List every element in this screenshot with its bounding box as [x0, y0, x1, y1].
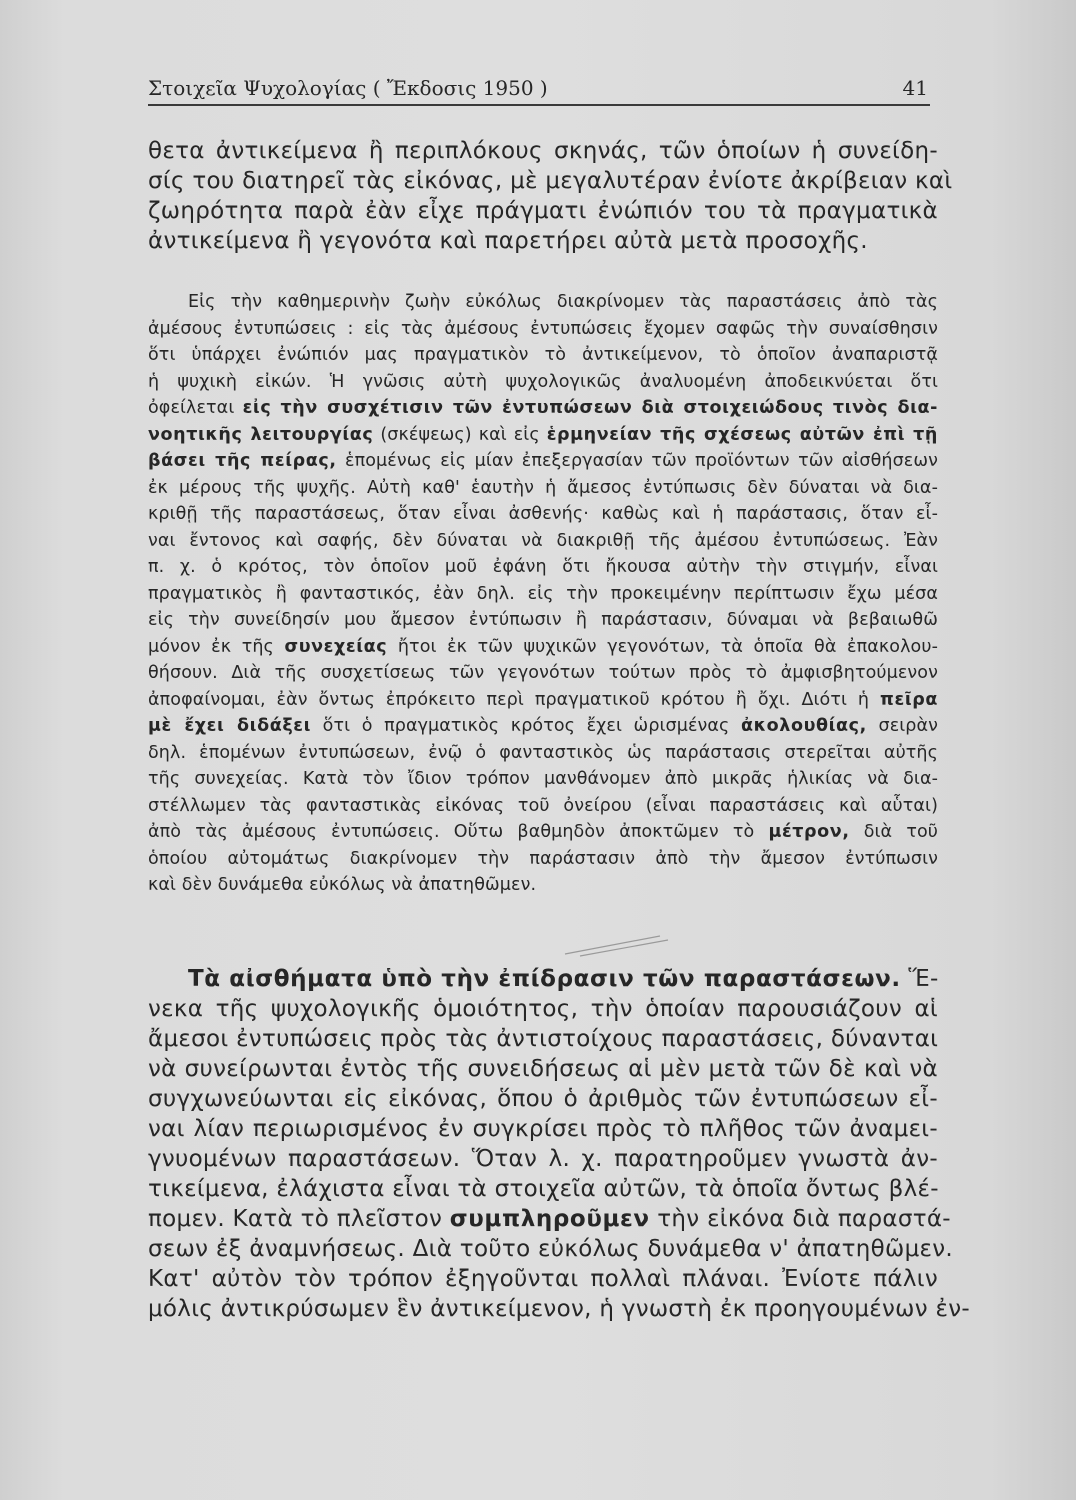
section-heading: Τὰ αἰσθήματα ὑπὸ τὴν ἐπίδρασιν τῶν παραστάσεων. — [188, 966, 901, 992]
paragraph-2 — [148, 289, 938, 899]
bold-text: ἑρμηνείαν τῆς σχέσεως αὐτῶν ἐπὶ τῇ — [546, 424, 938, 445]
text-line: Εἰς τὴν καθημερινὴν ζωὴν εὐκόλως διακρίνομεν τὰς παραστάσεις ἀπὸ τὰς — [188, 292, 938, 312]
text-line: θετα ἀντικείμενα ἢ περιπλόκους σκηνάς, τῶν ὁποίων ἡ συνείδη- — [148, 138, 938, 164]
text-line: Κατ' αὐτὸν τὸν τρόπον ἐξηγοῦνται πολλαὶ πλάναι. Ἐνίοτε πάλιν — [148, 1266, 938, 1292]
text-line — [148, 713, 938, 740]
text-line: ναι λίαν περιωρισμένος ἐν συγκρίσει πρὸς τὸ πλῆθος τῶν ἀναμει- — [148, 1116, 938, 1142]
text-line: ἡ ψυχικὴ εἰκών. Ἡ γνῶσις αὐτὴ ψυχολογικῶς ἀναλυομένη ἀποδεικνύεται ὅτι — [148, 371, 938, 392]
text-line: τῆς συνεχείας. Κατὰ τὸν ἴδιον τρόπον μανθάνομεν ἀπὸ μικρᾶς ἡλικίας νὰ δια- — [148, 769, 938, 789]
text-line: θήσουν. Διὰ τῆς συσχετίσεως τῶν γεγονότων τούτων πρὸς τὸ ἀμφισβητούμενον — [148, 663, 938, 683]
text-line — [148, 395, 938, 422]
plain-text: ὀφείλεται — [148, 398, 243, 418]
text-line: ὁποίου αὐτομάτως διακρίνομεν τὴν παράστασιν ἀπὸ τὴν ἄμεσον ἐντύπωσιν — [148, 848, 938, 869]
plain-text: ἀποφαίνομαι, ἐὰν ὄντως ἐπρόκειτο περὶ πραγματικοῦ κρότου ἢ ὄχι. Διότι ἡ — [148, 689, 881, 710]
text-line: πραγματικὸς ἢ φανταστικός, ἐὰν δηλ. εἰς τὴν προκειμένην περίπτωσιν ἔχω μέσα — [148, 583, 938, 604]
text-line: μόλις ἀντικρύσωμεν ἓν ἀντικείμενον, ἡ γνωστὴ ἐκ προηγουμένων ἐν- — [148, 1296, 970, 1322]
text-line: στέλλωμεν τὰς φανταστικὰς εἰκόνας τοῦ ὀνείρου (εἶναι παραστάσεις καὶ αὗται) — [148, 795, 938, 816]
text-line: ναι ἔντονος καὶ σαφής, δὲν δύναται νὰ διακριθῇ τῆς ἀμέσου ἐντυπώσεως. Ἐὰν — [148, 530, 938, 551]
text-line — [148, 1204, 951, 1234]
bold-text: εἰς τὴν συσχέτισιν τῶν ἐντυπώσεων διὰ στοιχειώδους τινὸς δια- — [242, 398, 938, 418]
running-header — [148, 74, 930, 106]
text-line: ἀντικείμενα ἢ γεγονότα καὶ παρετήρει αὐτὰ μετὰ προσοχῆς. — [148, 228, 868, 254]
bold-text: βάσει τῆς πείρας, — [148, 451, 337, 471]
bold-text: συνεχείας — [284, 636, 388, 657]
bold-text: πεῖρα — [880, 689, 938, 710]
text-line: νὰ συνείρωνται ἐντὸς τῆς συνειδήσεως αἱ μὲν μετὰ τῶν δὲ καὶ νὰ — [148, 1056, 938, 1082]
text-line: εἰς τὴν συνείδησίν μου ἄμεσον ἐντύπωσιν ἢ παράστασιν, δύναμαι νὰ βεβαιωθῶ — [148, 610, 938, 630]
page-number: 41 — [902, 76, 928, 100]
paragraph-1 — [148, 136, 953, 256]
paragraph-3 — [148, 964, 970, 1324]
text-line — [148, 687, 938, 714]
text-line: καὶ δὲν δυνάμεθα εὐκόλως νὰ ἀπατηθῶμεν. — [148, 875, 537, 895]
plain-text: τὴν εἰκόνα διὰ παραστά- — [649, 1206, 951, 1232]
bold-text: μέτρον, — [768, 822, 850, 842]
plain-text: διὰ τοῦ — [849, 822, 938, 842]
bold-text: συμπληροῦμεν — [449, 1206, 650, 1232]
text-line: τικείμενα, ἐλάχιστα εἶναι τὰ στοιχεῖα αὐτῶν, τὰ ὁποῖα ὄντως βλέ- — [148, 1176, 939, 1202]
text-line: ἐκ μέρους τῆς ψυχῆς. Αὐτὴ καθ' ἑαυτὴν ἡ ἄμεσος ἐντύπωσις δὲν δύναται νὰ δια- — [148, 477, 938, 498]
bold-text: ἀκολουθίας, — [741, 716, 867, 736]
text-line: γνυομένων παραστάσεων. Ὅταν λ. χ. παρατηροῦμεν γνωστὰ ἀν- — [148, 1146, 938, 1172]
plain-text: σειρὰν — [866, 716, 938, 736]
text-line — [148, 448, 938, 475]
text-line — [148, 964, 938, 994]
book-title: Στοιχεῖα Ψυχολογίας ( Ἔκδοσις 1950 ) — [148, 76, 548, 100]
text-line: δηλ. ἑπομένων ἐντυπώσεων, ἐνῷ ὁ φανταστικὸς ὡς παράστασις στερεῖται αὐτῆς — [148, 742, 938, 763]
plain-text: ἑπομένως εἰς μίαν ἐπεξεργασίαν τῶν προϊόντων τῶν αἰσθήσεων — [336, 451, 938, 471]
text-line: π. χ. ὁ κρότος, τὸν ὁποῖον μοῦ ἐφάνη ὅτι ἤκουσα αὐτὴν τὴν στιγμήν, εἶναι — [148, 557, 938, 577]
plain-text: Ἕ- — [900, 966, 939, 992]
text-line: σεων ἐξ ἀναμνήσεως. Διὰ τοῦτο εὐκόλως δυνάμεθα ν' ἀπατηθῶμεν. — [148, 1236, 954, 1262]
text-line: νεκα τῆς ψυχολογικῆς ὁμοιότητος, τὴν ὁποίαν παρουσιάζουν αἱ — [148, 996, 938, 1022]
text-line: ἄμεσοι ἐντυπώσεις πρὸς τὰς ἀντιστοίχους παραστάσεις, δύνανται — [148, 1026, 939, 1052]
plain-text: ἤτοι ἐκ τῶν ψυχικῶν γεγονότων, τὰ ὁποῖα θὰ ἐπακολου- — [387, 636, 938, 657]
plain-text: ὅτι ὁ πραγματικὸς κρότος ἔχει ὡρισμένας — [311, 716, 742, 736]
plain-text: (σκέψεως) καὶ εἰς — [373, 424, 547, 445]
text-line — [148, 634, 938, 661]
text-line: συγχωνεύωνται εἰς εἰκόνας, ὅπου ὁ ἀριθμὸς τῶν ἐντυπώσεων εἶ- — [148, 1086, 938, 1112]
plain-text: πομεν. Κατὰ τὸ πλεῖστον — [148, 1206, 450, 1232]
plain-text: μόνον ἐκ τῆς — [148, 636, 285, 657]
text-line — [148, 819, 938, 846]
bold-text: νοητικῆς λειτουργίας — [148, 424, 374, 445]
text-line: ἀμέσους ἐντυπώσεις : εἰς τὰς ἀμέσους ἐντυπώσεις ἔχομεν σαφῶς τὴν συναίσθησιν — [148, 318, 938, 339]
text-line: κριθῇ τῆς παραστάσεως, ὅταν εἶναι ἀσθενής· καθὼς καὶ ἡ παράστασις, ὅταν εἶ- — [148, 504, 938, 524]
text-line: σίς του διατηρεῖ τὰς εἰκόνας, μὲ μεγαλυτέραν ἐνίοτε ἀκρίβειαν καὶ — [148, 168, 953, 194]
text-line: ὅτι ὑπάρχει ἐνώπιόν μας πραγματικὸν τὸ ἀντικείμενον, τὸ ὁποῖον ἀναπαριστᾷ — [148, 345, 938, 365]
bold-text: μὲ ἔχει διδάξει — [148, 716, 312, 736]
plain-text: ἀπὸ τὰς ἀμέσους ἐντυπώσεις. Οὕτω βαθμηδὸν ἀποκτῶμεν τὸ — [148, 822, 769, 842]
text-line: ζωηρότητα παρὰ ἐὰν εἶχε πράγματι ἐνώπιόν του τὰ πραγματικὰ — [148, 198, 938, 224]
pencil-mark — [560, 930, 670, 960]
text-line — [148, 422, 938, 449]
